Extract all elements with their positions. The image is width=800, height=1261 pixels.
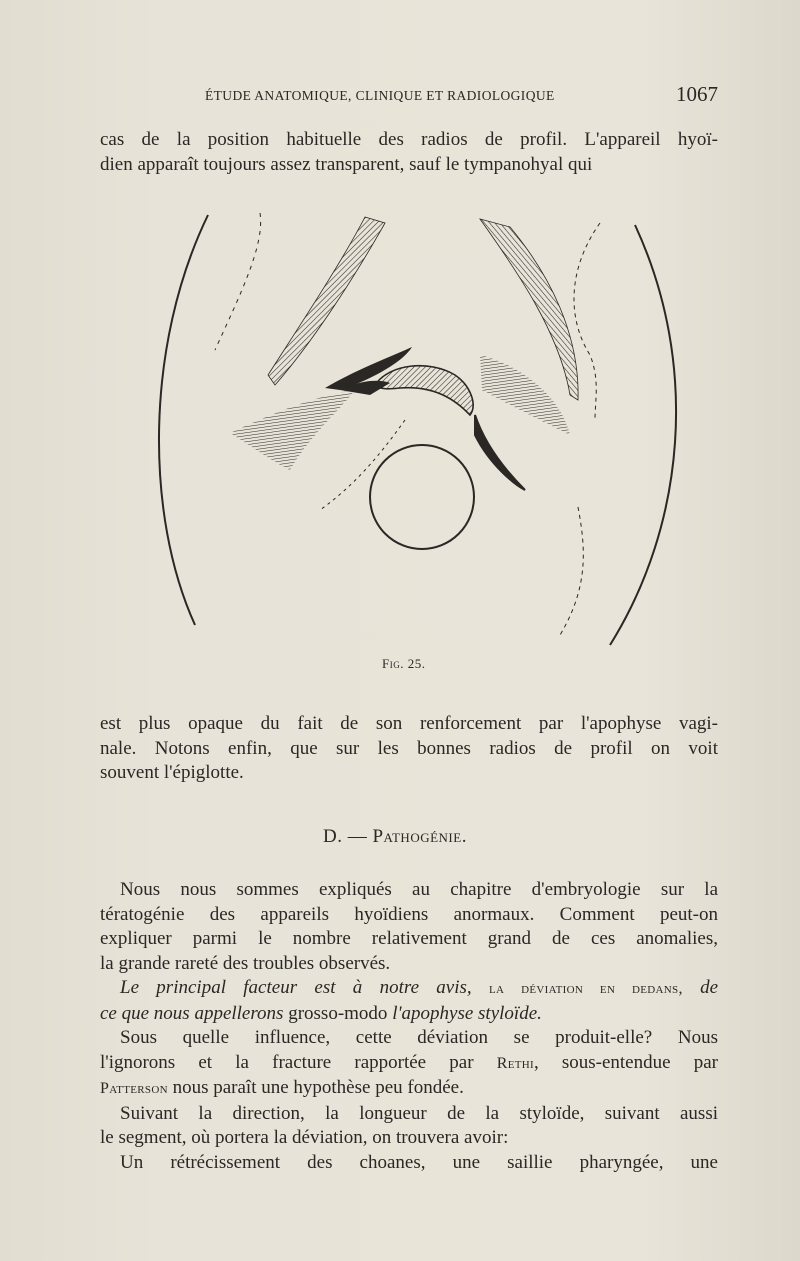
body-text <box>100 878 718 1175</box>
circle-outline <box>370 445 474 549</box>
text-line: expliquer parmi le nombre relativement grand de ces anomalies, <box>100 928 718 949</box>
text-line: la grande rareté des troubles observés. <box>100 952 391 974</box>
figure-caption: Fig. 25. <box>382 656 426 671</box>
text-line: cas de la position habituelle des radios de profil. L'appareil hyoï- <box>100 129 718 150</box>
italic-phrase: Le principal facteur est à notre avis, <box>120 977 472 998</box>
right-crescent <box>475 415 525 490</box>
anatomical-figure <box>140 205 700 655</box>
italic-phrase: l'apophyse styloïde. <box>392 1002 542 1024</box>
left-outline-curve <box>159 215 208 625</box>
left-hatched-bone <box>268 217 385 385</box>
text-line: Sous quelle influence, cette déviation se produit-elle? Nous <box>120 1027 718 1048</box>
small-caps-phrase: la déviation en dedans, <box>488 980 683 997</box>
text-line: Nous nous sommes expliqués au chapitre d'embryologie sur la <box>120 879 718 900</box>
text-line: Suivant la direction, la longueur de la styloïde, suivant aussi <box>120 1102 718 1124</box>
lower-right-dotted-line <box>560 507 583 635</box>
hyoid-center-piece <box>375 366 473 415</box>
text-segment: , sous-entendue par <box>533 1051 718 1073</box>
plain-phrase: grosso-modo <box>288 1002 388 1024</box>
right-horn <box>480 355 570 435</box>
text-line: dien apparaît toujours assez transparent, sauf le tympanohyal qui <box>100 153 593 175</box>
text-line: nale. Notons enfin, que sur les bonnes radios de profil on voit <box>100 737 718 759</box>
italic-word: de <box>700 977 718 998</box>
section-heading: D. — Pathogénie. <box>323 826 467 847</box>
text-line: souvent l'épiglotte. <box>100 762 244 783</box>
page-number: 1067 <box>676 82 718 106</box>
text-line: est plus opaque du fait de son renforcement par l'apophyse vagi- <box>100 713 718 734</box>
author-name: Patterson <box>100 1080 168 1097</box>
author-name: Rethi <box>496 1054 534 1072</box>
paragraph-top <box>100 128 718 177</box>
text-segment: l'ignorons et la fracture rapportée par <box>100 1051 474 1073</box>
text-line: tératogénie des appareils hyoïdiens anormaux. Comment peut-on <box>100 903 718 925</box>
paragraph-after-figure <box>100 712 718 786</box>
text-line <box>100 976 718 1002</box>
text-line: le segment, où portera la déviation, on trouvera avoir: <box>100 1127 509 1148</box>
left-horn <box>230 390 355 470</box>
text-segment: nous paraît une hypothèse peu fondée. <box>172 1077 464 1098</box>
running-head: ÉTUDE ANATOMIQUE, CLINIQUE ET RADIOLOGIQUE <box>205 88 555 103</box>
right-outline-curve <box>610 225 676 645</box>
text-line <box>100 1076 718 1102</box>
text-line: Un rétrécissement des choanes, une saillie pharyngée, une <box>120 1151 718 1173</box>
left-dotted-line <box>215 213 261 350</box>
text-line <box>100 1002 718 1027</box>
text-line <box>100 1051 718 1077</box>
center-dotted-line <box>320 420 405 510</box>
italic-phrase: ce que nous appellerons <box>100 1002 284 1024</box>
